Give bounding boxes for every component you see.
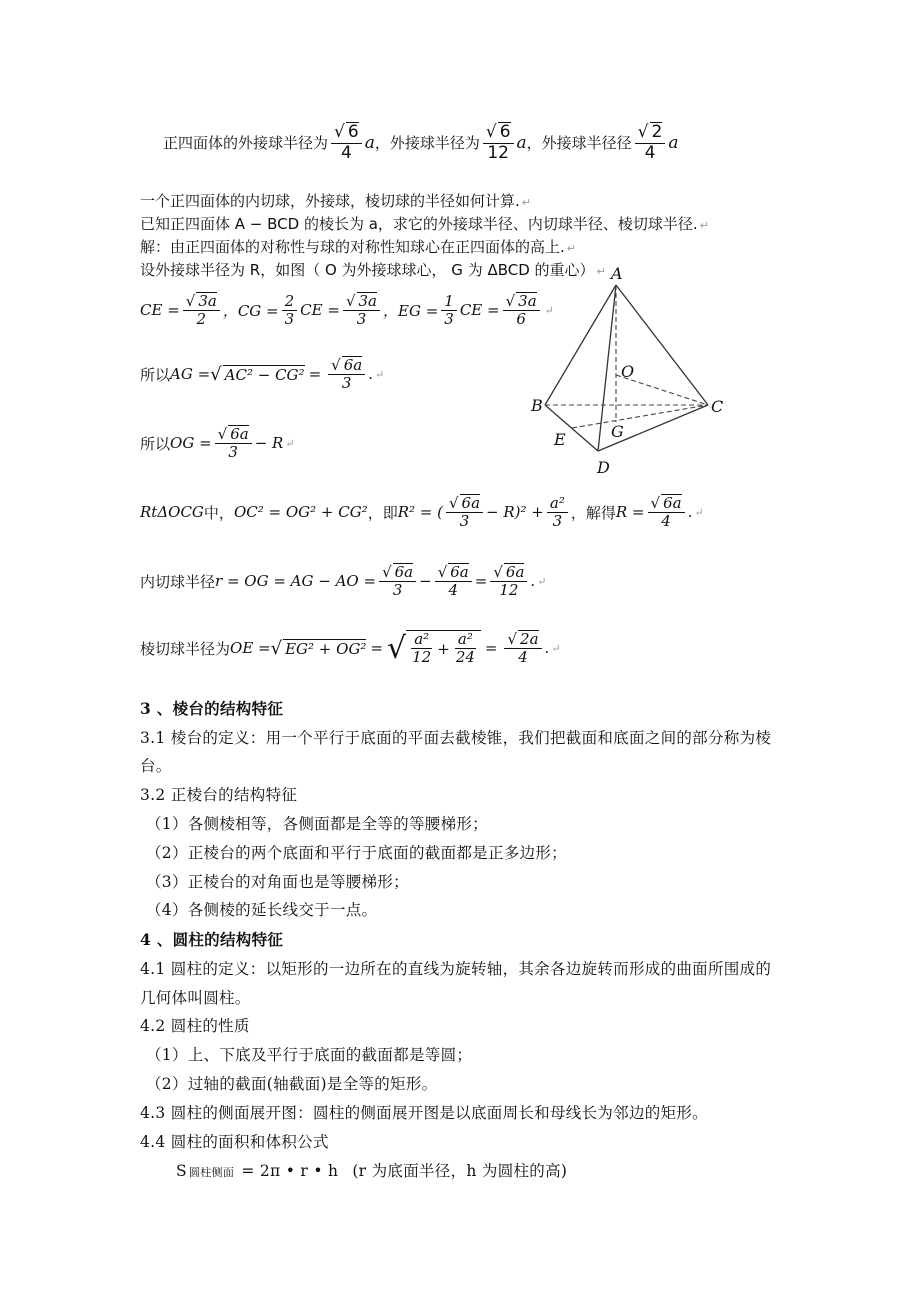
edge-bd: [545, 405, 598, 451]
line-ec: [572, 405, 708, 428]
inner-radius-line: 内切球半径 r = OG = AG − AO = $\frac{√ 6a}{3}$ − $\frac{√ 6a}{4}$ = $\frac{√ 6a}{12}$ . ↵: [140, 563, 547, 600]
tetrahedron-figure: [525, 265, 735, 480]
section-3-heading: 3 、棱台的结构特征: [140, 699, 284, 718]
section-3-item: （4）各侧棱的延长线交于一点。: [146, 901, 378, 919]
edge-ac: [616, 285, 708, 405]
section-4-def-2: 几何体叫圆柱。: [140, 989, 251, 1007]
section-3-item: （1）各侧棱相等，各侧面都是全等的等腰梯形；: [146, 815, 488, 833]
section-3-item: （3）正棱台的对角面也是等腰梯形；: [146, 873, 409, 891]
fraction: $\frac{√ 2}{4}$: [635, 122, 666, 163]
section-4-sub: 4.2 圆柱的性质: [140, 1017, 250, 1035]
intro-line-3: 解：由正四面体的对称性与球的对称性知球心在正四面体的高上. ↵: [140, 238, 576, 256]
section-4-def-1: 4.1 圆柱的定义：以矩形的一边所在的直线为旋转轴，其余各边旋转而形成的曲面所围成的: [140, 960, 772, 978]
top-formula-line: 正四面体的外接球半径为 $\frac{√ 6}{4}$ a ，外接球半径为 $\frac{√ 6}{12}$ a ，外接球半径径 $\frac{√ 2}{4}$ a: [163, 122, 679, 163]
edge-radius-line: 棱切球半径为 OE = √ EG² + OG² = √ $\frac{\text{a²}}{12}$ + $\frac{\text{a²}}{24}$ = $\frac{√ 2a}{4}$ . ↵: [140, 630, 561, 667]
label-g: G: [611, 422, 624, 441]
label-b: B: [531, 396, 543, 415]
section-4-area-sub: 4.4 圆柱的面积和体积公式: [140, 1133, 329, 1151]
section-3-def-2: 台。: [140, 757, 172, 775]
og-formula-line: 所以 OG = $\frac{√ 6a}{3}$ − R ↵: [140, 425, 295, 462]
section-3-item: （2）正棱台的两个底面和平行于底面的截面都是正多边形；: [146, 844, 567, 862]
section-4-unfold: 4.3 圆柱的侧面展开图：圆柱的侧面展开图是以底面周长和母线长为邻边的矩形。: [140, 1104, 708, 1122]
rt-formula-line: RtΔOCG 中， OC² = OG² + CG² ，即 R² = ( $\frac{√ 6a}{3}$ − R)² + $\frac{\text{a²}}{3}$ ，解得 R = $\frac{√ 6a}{4}$ . ↵: [140, 493, 704, 531]
fraction: $\frac{√ 6}{12}$: [483, 122, 514, 163]
ce-formula-line: CE = $\frac{√ 3a}{2}$ ，CG = $\frac{2}{3}$ CE = $\frac{√ 3a}{3}$ ，EG = $\frac{1}{3}$ CE = $\frac{√ 3a}{6}$ ↵: [140, 291, 554, 329]
section-4-item: （2）过轴的截面(轴截面)是全等的矩形。: [146, 1075, 438, 1093]
label-a: A: [611, 265, 623, 283]
section-4-heading: 4 、圆柱的结构特征: [140, 930, 284, 949]
section-3-def-1: 3.1 棱台的定义：用一个平行于底面的平面去截棱锥，我们把截面和底面之间的部分称为棱: [140, 729, 772, 747]
intro-line-2: 已知正四面体 A − BCD 的棱长为 a，求它的外接球半径、内切球半径、棱切球半径. ↵: [140, 215, 709, 233]
fraction: $\frac{√ 6}{4}$: [331, 122, 362, 163]
ag-formula-line: 所以 AG = √ AC² − CG² = $\frac{√ 6a}{3}$ . ↵: [140, 356, 385, 393]
label-e: E: [554, 430, 566, 449]
section-4-item: （1）上、下底及平行于底面的截面都是等圆；: [146, 1046, 473, 1064]
cylinder-area-formula: S 圆柱侧面 = 2π • r • h (r 为底面半径，h 为圆柱的高): [176, 1162, 568, 1180]
label-c: C: [711, 397, 724, 416]
intro-line-1: 一个正四面体的内切球，外接球，棱切球的半径如何计算. ↵: [140, 192, 531, 210]
label-d: D: [597, 458, 610, 477]
intro-line-4: 设外接球半径为 R，如图（ O 为外接球球心， G 为 ΔBCD 的重心） ↵: [140, 261, 606, 279]
section-3-sub: 3.2 正棱台的结构特征: [140, 786, 298, 804]
label-o: O: [621, 362, 635, 381]
